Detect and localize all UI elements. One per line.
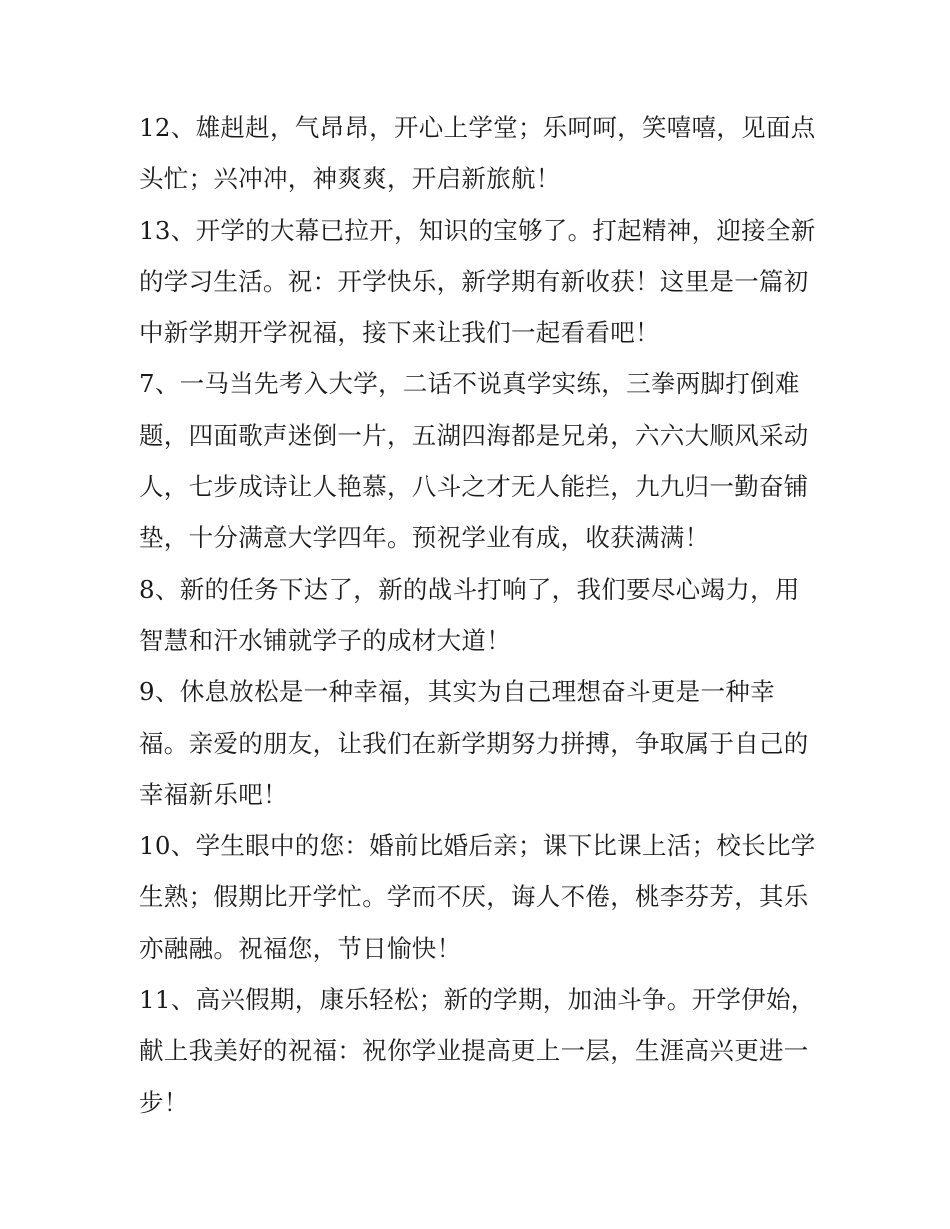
text-line: 幸福新乐吧！ (139, 779, 288, 809)
text-line: 13、开学的大幕已拉开，知识的宝够了。打起精神，迎接全新 (139, 215, 816, 245)
text-line: 10、学生眼中的您：婚前比婚后亲；课下比课上活；校长比学 (139, 831, 816, 861)
text-line: 生熟；假期比开学忙。学而不厌，诲人不倦，桃李芬芳，其乐 (139, 882, 809, 912)
document-body (139, 102, 819, 1128)
text-line: 献上我美好的祝福：祝你学业提高更上一层，生涯高兴更进一 (139, 1036, 809, 1066)
text-line: 9、休息放松是一种幸福，其实为自己理想奋斗更是一种幸 (139, 677, 775, 707)
text-line: 福。亲爱的朋友，让我们在新学期努力拼搏，争取属于自己的 (139, 728, 809, 758)
text-line: 7、一马当先考入大学，二话不说真学实练，三拳两脚打倒难 (139, 369, 800, 399)
text-line: 12、雄赳赳，气昂昂，开心上学堂；乐呵呵，笑嘻嘻，见面点 (139, 113, 816, 142)
text-line: 头忙；兴冲冲，神爽爽，开启新旅航！ (139, 164, 561, 194)
text-line: 的学习生活。祝：开学快乐，新学期有新收获！这里是一篇初 (139, 266, 809, 296)
text-line: 8、新的任务下达了，新的战斗打响了，我们要尽心竭力，用 (139, 574, 800, 604)
text-line: 垫，十分满意大学四年。预祝学业有成，收获满满！ (139, 523, 710, 553)
text-line: 中新学期开学祝福，接下来让我们一起看看吧！ (139, 318, 660, 348)
text-line: 智慧和汗水铺就学子的成材大道！ (139, 625, 511, 655)
text-line: 题，四面歌声迷倒一片，五湖四海都是兄弟，六六大顺风采动 (139, 420, 809, 450)
text-line: 11、高兴假期，康乐轻松；新的学期，加油斗争。开学伊始， (139, 985, 816, 1015)
text-line: 步！ (139, 1087, 189, 1117)
text-line: 人，七步成诗让人艳慕，八斗之才无人能拦，九九归一勤奋铺 (139, 472, 809, 502)
text-line: 亦融融。祝福您，节日愉快！ (139, 933, 462, 963)
